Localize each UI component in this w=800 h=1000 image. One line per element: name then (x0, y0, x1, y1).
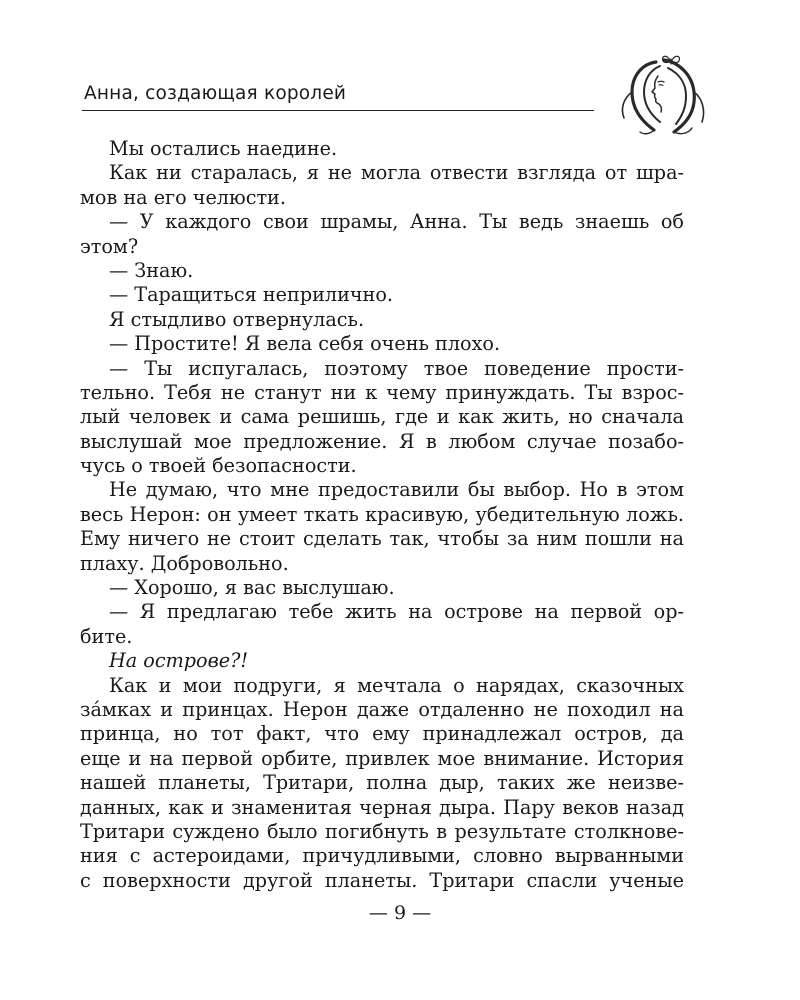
text-line: данных, как и знаменитая черная дыра. Пару веков назад (80, 795, 684, 819)
text-line: Тритари суждено было погибнуть в результате столкнове- (80, 819, 684, 843)
text-line: принца, но тот факт, что ему принадлежал остров, да (80, 722, 684, 746)
text-line: за́мках и принцах. Нерон даже отдаленно не походил на (80, 697, 684, 721)
text-line: Как и мои подруги, я мечтала о нарядах, сказочных (109, 673, 684, 697)
text-line: ния с астероидами, причудливыми, словно вырванными (80, 844, 684, 868)
text-line: Я стыдливо отвернулась. (109, 307, 365, 331)
text-line: мов на его челюсти. (80, 185, 286, 209)
text-line: Мы остались наедине. (109, 137, 338, 160)
text-line: — Ты испугалась, поэтому твое поведение прости- (109, 356, 684, 380)
text-line: Как ни старалась, я не могла отвести взгляда от шра- (109, 161, 684, 185)
text-line: Ему ничего не стоит сделать так, чтобы за ним пошли на (80, 527, 684, 551)
text-line: весь Нерон: он умеет ткать красивую, убедительную ложь. (80, 502, 684, 526)
text-line: чусь о твоей безопасности. (80, 454, 357, 478)
text-line: На острове?! (109, 649, 249, 673)
text-line: бите. (80, 624, 133, 648)
text-line: Не думаю, что мне предоставили бы выбор. Но в этом (109, 478, 684, 502)
text-line: тельно. Тебя не станут ни к чему принуждать. Ты взрос- (80, 380, 684, 404)
text-line: — У каждого свои шрамы, Анна. Ты ведь знаешь об (109, 210, 684, 234)
body-text (80, 137, 684, 893)
text-line: лый человек и сама решишь, где и как жить, но сначала (80, 405, 684, 429)
text-line: с поверхности другой планеты. Тритари спасли ученые (80, 868, 684, 892)
text-line: — Таращиться неприлично. (109, 283, 393, 307)
page-number: — 9 — (368, 902, 432, 924)
running-title: Анна, создающая королей (84, 83, 347, 104)
text-line: еще и на первой орбите, привлек мое внимание. История (80, 746, 684, 770)
text-line: — Я предлагаю тебе жить на острове на первой ор- (109, 600, 684, 624)
text-line: — Простите! Я вела себя очень плохо. (109, 332, 501, 356)
text-line: этом? (80, 234, 139, 258)
header-divider (82, 110, 594, 111)
text-line: выслушай мое предложение. Я в любом случае позабо- (80, 429, 684, 453)
woman-profile-logo-icon (598, 52, 718, 136)
text-line: — Знаю. (109, 258, 194, 282)
text-line: нашей планеты, Тритари, полна дыр, таких же неизве- (80, 771, 684, 795)
text-line: — Хорошо, я вас выслушаю. (109, 576, 395, 600)
text-line: плаху. Добровольно. (80, 551, 289, 575)
